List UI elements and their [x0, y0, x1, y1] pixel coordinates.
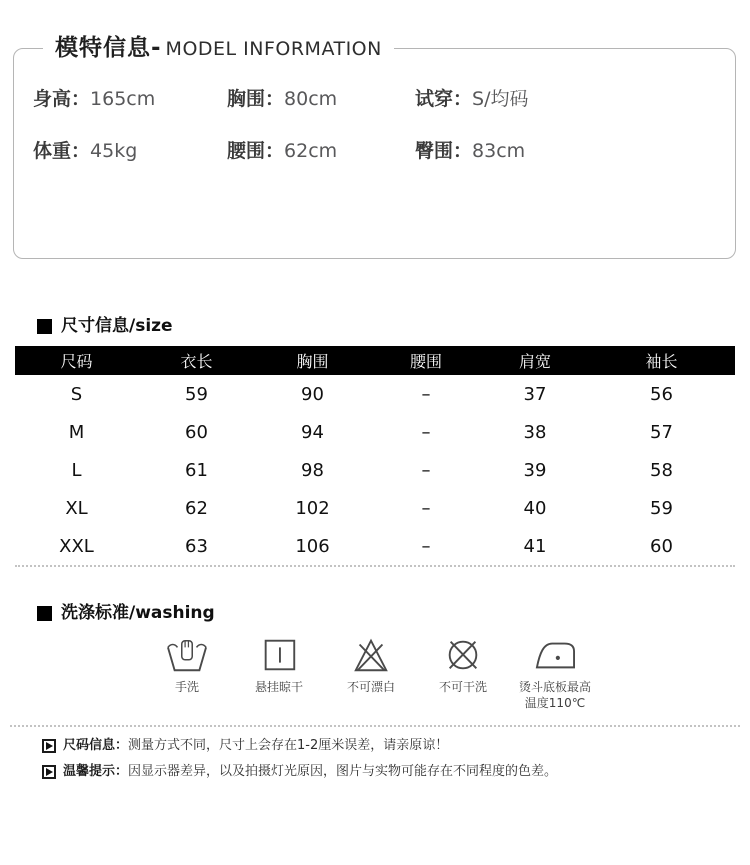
- size-cell: –: [421, 535, 431, 557]
- field-value: 45kg: [90, 140, 138, 162]
- size-table-header-row: [15, 346, 735, 375]
- no-bleach-icon: [349, 635, 393, 675]
- play-triangle-icon: [46, 742, 53, 750]
- size-cell: S: [70, 383, 83, 405]
- field-value: 83cm: [472, 140, 526, 162]
- size-col-header: 肩宽: [518, 352, 551, 371]
- size-cell: 94: [301, 421, 324, 443]
- washing-label: 烫斗底板最高温度110℃: [518, 680, 591, 710]
- model-info-title-en: MODEL INFORMATION: [165, 38, 382, 60]
- size-col-header: 尺码: [60, 352, 93, 371]
- size-cell: M: [68, 421, 85, 443]
- field-value: 80cm: [284, 88, 338, 110]
- size-cell: 56: [650, 383, 673, 405]
- size-col-header: 胸围: [296, 352, 329, 371]
- washing-heading: [37, 603, 750, 623]
- size-cell: –: [421, 497, 431, 519]
- note-size-info: [42, 733, 730, 759]
- note-label: 温馨提示：: [63, 764, 129, 780]
- washing-label: 悬挂晾干: [254, 680, 303, 694]
- model-info-grid: [14, 49, 735, 163]
- field-value: 165cm: [90, 88, 156, 110]
- table-row-xxl: [15, 527, 735, 565]
- size-cell: 60: [185, 421, 208, 443]
- size-cell: 59: [650, 497, 673, 519]
- washing-item-iron-max-110: [513, 635, 597, 711]
- size-cell: 37: [523, 383, 547, 405]
- washing-section: [0, 603, 750, 711]
- washing-label: 不可干洗: [438, 680, 487, 694]
- washing-item-no-dry-clean: [421, 635, 505, 711]
- size-cell: –: [421, 459, 431, 481]
- field-label: 腰围：: [227, 140, 285, 162]
- washing-item-no-bleach: [329, 635, 413, 711]
- size-cell: 102: [295, 497, 330, 519]
- hang-dry-icon: [257, 635, 301, 675]
- size-cell: 98: [301, 459, 324, 481]
- size-cell: 59: [185, 383, 208, 405]
- washing-item-hang-dry: [237, 635, 321, 711]
- washing-icons-row: [0, 635, 750, 711]
- model-info-title-cn: 模特信息-: [55, 35, 162, 61]
- size-table-body: [15, 375, 735, 567]
- black-square-icon: [37, 606, 52, 621]
- iron-max-110-icon: [532, 635, 578, 675]
- size-heading-label: 尺寸信息/size: [61, 316, 173, 336]
- washing-heading-label: 洗涤标准/washing: [61, 603, 215, 623]
- no-dry-clean-icon: [441, 635, 485, 675]
- washing-label: 手洗: [174, 680, 199, 694]
- note-label: 尺码信息：: [63, 738, 129, 754]
- table-row-s: [15, 375, 735, 413]
- size-cell: 63: [185, 535, 208, 557]
- size-cell: 62: [185, 497, 208, 519]
- note-color-tip: [42, 759, 730, 785]
- notes-section: [0, 727, 750, 785]
- size-cell: –: [421, 421, 431, 443]
- model-field-waist: [227, 139, 415, 163]
- hand-wash-icon: [164, 635, 210, 675]
- field-label: 胸围：: [227, 88, 285, 110]
- size-heading: [37, 316, 750, 336]
- play-bullet-icon: [42, 765, 56, 779]
- size-cell: L: [71, 459, 82, 481]
- field-value: S/均码: [472, 88, 529, 110]
- model-field-bust: [227, 87, 415, 111]
- size-cell: 106: [295, 535, 330, 557]
- size-cell: 41: [523, 535, 547, 557]
- note-text: 因显示器差异，以及拍摄灯光原因，图片与实物可能存在不同程度的色差。: [128, 764, 558, 780]
- model-field-hip: [415, 139, 735, 163]
- size-section: [0, 316, 750, 567]
- model-info-section: [13, 35, 736, 259]
- play-bullet-icon: [42, 739, 56, 753]
- model-info-title: [43, 33, 394, 65]
- size-col-header: 袖长: [645, 352, 678, 371]
- size-cell: 57: [650, 421, 673, 443]
- washing-label: 不可漂白: [346, 680, 395, 694]
- size-col-header: 腰围: [409, 352, 442, 371]
- note-text: 测量方式不同，尺寸上会存在1-2厘米误差，请亲原谅！: [128, 738, 449, 754]
- size-cell: XL: [65, 497, 88, 519]
- product-info-page: [0, 35, 750, 865]
- play-triangle-icon: [46, 768, 53, 776]
- model-field-weight: [33, 139, 227, 163]
- table-row-m: [15, 413, 735, 451]
- field-value: 62cm: [284, 140, 338, 162]
- size-cell: 40: [523, 497, 547, 519]
- model-field-tryon: [415, 87, 735, 111]
- size-cell: 39: [523, 459, 547, 481]
- black-square-icon: [37, 319, 52, 334]
- field-label: 臀围：: [415, 140, 473, 162]
- size-cell: XXL: [59, 535, 94, 557]
- size-cell: 58: [650, 459, 673, 481]
- washing-item-hand-wash: [145, 635, 229, 711]
- size-cell: 60: [650, 535, 673, 557]
- field-label: 试穿：: [415, 88, 473, 110]
- model-field-height: [33, 87, 227, 111]
- table-row-l: [15, 451, 735, 489]
- size-table: [15, 346, 735, 567]
- size-col-header: 衣长: [180, 352, 213, 371]
- size-cell: 61: [185, 459, 208, 481]
- size-cell: 90: [301, 383, 324, 405]
- size-cell: –: [421, 383, 431, 405]
- field-label: 体重：: [33, 140, 91, 162]
- table-row-xl: [15, 489, 735, 527]
- size-cell: 38: [523, 421, 547, 443]
- field-label: 身高：: [33, 88, 91, 110]
